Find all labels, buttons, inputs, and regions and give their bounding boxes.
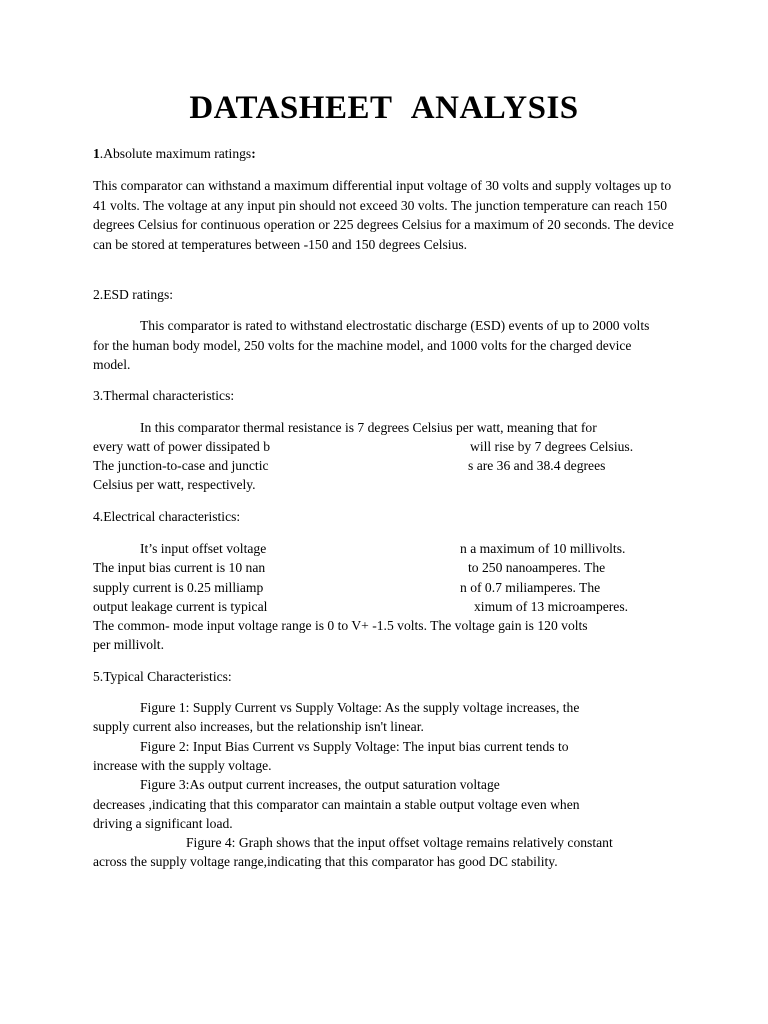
section-1-heading-text: .Absolute maximum ratings [99,146,252,161]
section-3-line: In this comparator thermal resistance is 7 degrees Celsius per watt, meaning that for [140,420,597,435]
section-1-heading [93,144,256,164]
section-4-line: The input bias current is 10 nan [93,560,266,575]
section-3-heading: 3.Thermal characteristics: [93,388,235,403]
section-4-heading: 4.Electrical characteristics: [93,509,241,524]
section-2-body: This comparator is rated to withstand electrostatic discharge (ESD) events of up to 2000 volts for the human body model, 250 volts for the machine model, and 1000 volts for the charged device model. [93,318,650,372]
section-4-line: It’s input offset voltage [140,541,267,556]
figure-3-line: Figure 3:As output current increases, the output saturation voltage [140,777,500,792]
section-1-number: 1 [93,146,100,161]
section-4-line: n a maximum of 10 millivolts. [460,541,626,556]
figure-3-line: driving a significant load. [93,816,233,831]
figure-1-line: Figure 1: Supply Current vs Supply Voltage: As the supply voltage increases, the [140,700,580,715]
section-4-line: per millivolt. [93,637,164,652]
section-4-line: to 250 nanoamperes. The [468,560,606,575]
section-4-line: supply current is 0.25 milliamp [93,580,264,595]
figure-4-line: across the supply voltage range,indicating that this comparator has good DC stability. [93,854,558,869]
section-3-line: The junction-to-case and junctic [93,458,269,473]
page-title: DATASHEET ANALYSIS [189,90,579,126]
figure-1-line: supply current also increases, but the relationship isn't linear. [93,719,424,734]
section-3-line: will rise by 7 degrees Celsius. [470,439,634,454]
figure-3-line: decreases ,indicating that this comparator can maintain a stable output voltage even when [93,797,580,812]
section-3-line: every watt of power dissipated b [93,439,271,454]
section-5-heading: 5.Typical Characteristics: [93,669,232,684]
section-4-line: ximum of 13 microamperes. [474,599,629,614]
section-1-body: This comparator can withstand a maximum differential input voltage of 30 volts and supply voltages up to 41 volts. The voltage at any input pin should not exceed 30 volts. The junction temperature can reach 150 degrees Celsius for continuous operation or 225 degrees Celsius for a maximum of 20 seconds. The device can be stored at temperatures between -150 and 150 degrees Celsius. [93,178,674,252]
section-4-line: The common- mode input voltage range is 0 to V+ -1.5 volts. The voltage gain is 120 volts [93,618,588,633]
section-3-line: s are 36 and 38.4 degrees [468,458,606,473]
section-3-line: Celsius per watt, respectively. [93,477,256,492]
section-2-heading: 2.ESD ratings: [93,287,174,302]
section-1-heading-colon: : [251,146,256,161]
figure-2-line: increase with the supply voltage. [93,758,272,773]
section-4-line: output leakage current is typical [93,599,268,614]
figure-2-line: Figure 2: Input Bias Current vs Supply Voltage: The input bias current tends to [140,739,569,754]
section-4-line: n of 0.7 miliamperes. The [460,580,601,595]
figure-4-line: Figure 4: Graph shows that the input offset voltage remains relatively constant [186,835,613,850]
